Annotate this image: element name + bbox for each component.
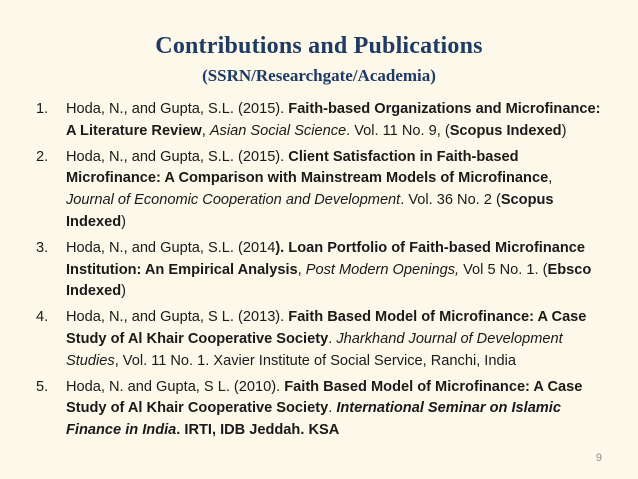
page-number: 9 <box>595 452 602 464</box>
authors: Hoda, N. and Gupta, S L. (2010). <box>66 378 285 395</box>
journal-name: Journal of Economic Cooperation and Development <box>66 192 401 209</box>
authors: Hoda, N., and Gupta, S.L. (2015). <box>66 148 289 165</box>
separator: , <box>297 261 306 278</box>
item-number: 1. <box>36 101 49 117</box>
index-label: Ebsco Indexed <box>66 261 592 300</box>
item-number: 3. <box>36 239 49 256</box>
publication-item <box>0 377 638 442</box>
separator: , <box>548 170 553 187</box>
details: Vol 5 No. 1. ( <box>459 261 548 278</box>
separator: , <box>201 122 210 139</box>
authors: Hoda, N., and Gupta, S.L. (2015). <box>66 101 289 117</box>
index-label: Scopus Indexed <box>66 192 554 230</box>
publication-list <box>0 99 638 446</box>
separator: . <box>328 400 337 417</box>
index-label: Scopus Indexed <box>449 122 562 139</box>
article-title: Faith Based Model of Microfinance: A Case Study of Al Khair Cooperative Society <box>66 309 587 347</box>
journal-name: International Seminar on Islamic Finance in India <box>66 400 561 439</box>
details: , Vol. 11 No. 1. Xavier Institute of Social Service, Ranchi, India <box>114 352 516 369</box>
slide-subtitle: (SSRN/Researchgate/Academia) <box>202 66 436 85</box>
journal-name: Post Modern Openings, <box>305 261 460 278</box>
authors: Hoda, N., and Gupta, S.L. (2014 <box>66 239 276 256</box>
item-number: 4. <box>36 309 49 326</box>
publication-item <box>0 99 638 143</box>
tail: ) <box>121 283 127 300</box>
publication-item <box>0 307 638 372</box>
details: . Vol. 36 No. 2 ( <box>400 192 501 209</box>
article-title: Faith-based Organizations and Microfinance: A Literature Review <box>66 101 601 139</box>
journal-name: Asian Social Science <box>209 122 347 139</box>
article-title: Faith Based Model of Microfinance: A Case Study of Al Khair Cooperative Society <box>66 378 583 417</box>
publication-item <box>0 238 638 303</box>
slide-title: Contributions and Publications <box>155 33 483 59</box>
details: . Vol. 11 No. 9, ( <box>346 122 450 139</box>
details: . IRTI, IDB Jeddah. KSA <box>176 422 340 439</box>
item-number: 5. <box>36 378 49 395</box>
journal-name: Jharkhand Journal of Development Studies <box>66 330 563 369</box>
article-title: ). Loan Portfolio of Faith-based Microfinance Institution: An Empirical Analysis <box>66 239 586 278</box>
item-number: 2. <box>36 148 49 165</box>
tail: ) <box>561 122 567 139</box>
authors: Hoda, N., and Gupta, S L. (2013). <box>66 309 289 326</box>
separator: . <box>328 330 337 347</box>
publication-item <box>0 147 638 234</box>
tail: ) <box>121 213 127 230</box>
article-title: Client Satisfaction in Faith-based Microfinance: A Comparison with Mainstream Models of Microfinance <box>66 148 549 187</box>
